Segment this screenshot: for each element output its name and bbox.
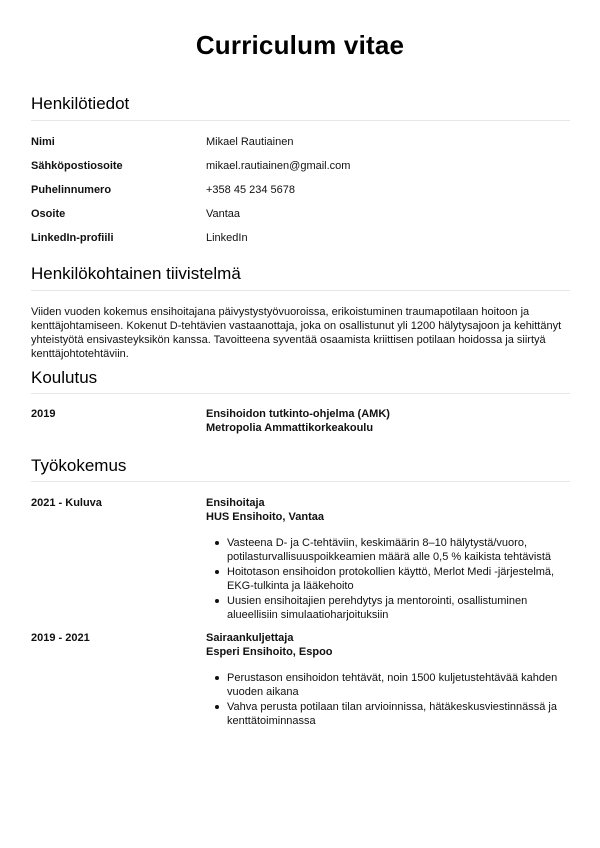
section-divider — [31, 481, 570, 482]
job-details — [206, 496, 570, 524]
field-value: mikael.rautiainen@gmail.com — [206, 160, 351, 172]
job-role: Sairaankuljettaja — [206, 632, 294, 644]
field-label: Osoite — [31, 208, 66, 220]
job-employer: HUS Ensihoito, Vantaa — [206, 511, 324, 523]
job-employer: Esperi Ensihoito, Espoo — [206, 646, 333, 658]
section-divider — [31, 290, 570, 291]
job-date: 2021 - Kuluva — [31, 497, 102, 509]
section-divider — [31, 393, 570, 394]
field-label: Puhelinnumero — [31, 184, 112, 196]
education-school: Metropolia Ammattikorkeakoulu — [206, 422, 374, 434]
field-label: LinkedIn-profiili — [31, 232, 114, 244]
section-heading-personal: Henkilötiedot — [31, 94, 130, 113]
summary-text: Viiden vuoden kokemus ensihoitajana päivystystyövuoroissa, erikoistuminen traumapotilaan hoitoon ja kenttäjohtamiseen. Kokenut D-tehtävien vastaanottaja, joka on osallistunut yli 1200 hälytysajoon ja kehittänyt yhteistyötä ensivasteyksikön kanssa. Tavoitteena syventää osaamista kriittisen potilaan hoidossa ja siirtyä kenttäjohtotehtäviin. — [31, 306, 562, 360]
field-label: Sähköpostiosoite — [31, 160, 123, 172]
section-heading-summary: Henkilökohtainen tiivistelmä — [31, 264, 241, 283]
field-value: Mikael Rautiainen — [206, 136, 294, 148]
field-value: LinkedIn — [206, 232, 248, 244]
list-item: Uusien ensihoitajien perehdytys ja mentorointi, osallistuminen alueellisiin simulaatioharjoituksiin — [214, 594, 570, 622]
job-date: 2019 - 2021 — [31, 632, 90, 644]
section-heading-education: Koulutus — [31, 368, 98, 387]
job-bullet-list — [214, 671, 570, 729]
education-details — [206, 407, 570, 435]
education-degree: Ensihoidon tutkinto-ohjelma (AMK) — [206, 408, 390, 420]
job-role: Ensihoitaja — [206, 497, 265, 509]
field-value: +358 45 234 5678 — [206, 184, 296, 196]
section-heading-experience: Työkokemus — [31, 456, 127, 475]
document-title: Curriculum vitae — [195, 30, 405, 60]
list-item: Vasteena D- ja C-tehtäviin, keskimäärin 8–10 hälytystä/vuoro, potilasturvallisuuspoikkeamien määrä alle 0,5 % kaikista tehtävistä — [214, 536, 570, 564]
field-label: Nimi — [31, 136, 55, 148]
field-value: Vantaa — [206, 208, 241, 220]
job-details — [206, 631, 570, 659]
list-item: Perustason ensihoidon tehtävät, noin 1500 kuljetustehtävää kahden vuoden aikana — [214, 671, 570, 699]
section-divider — [31, 120, 570, 121]
list-item: Vahva perusta potilaan tilan arvioinnissa, hätäkeskusviestinnässä ja kenttätoiminnassa — [214, 700, 570, 728]
list-item: Hoitotason ensihoidon protokollien käyttö, Merlot Medi -järjestelmä, EKG-tulkinta ja lääkehoito — [214, 565, 570, 593]
education-date: 2019 — [31, 408, 56, 420]
job-bullet-list — [214, 536, 570, 623]
